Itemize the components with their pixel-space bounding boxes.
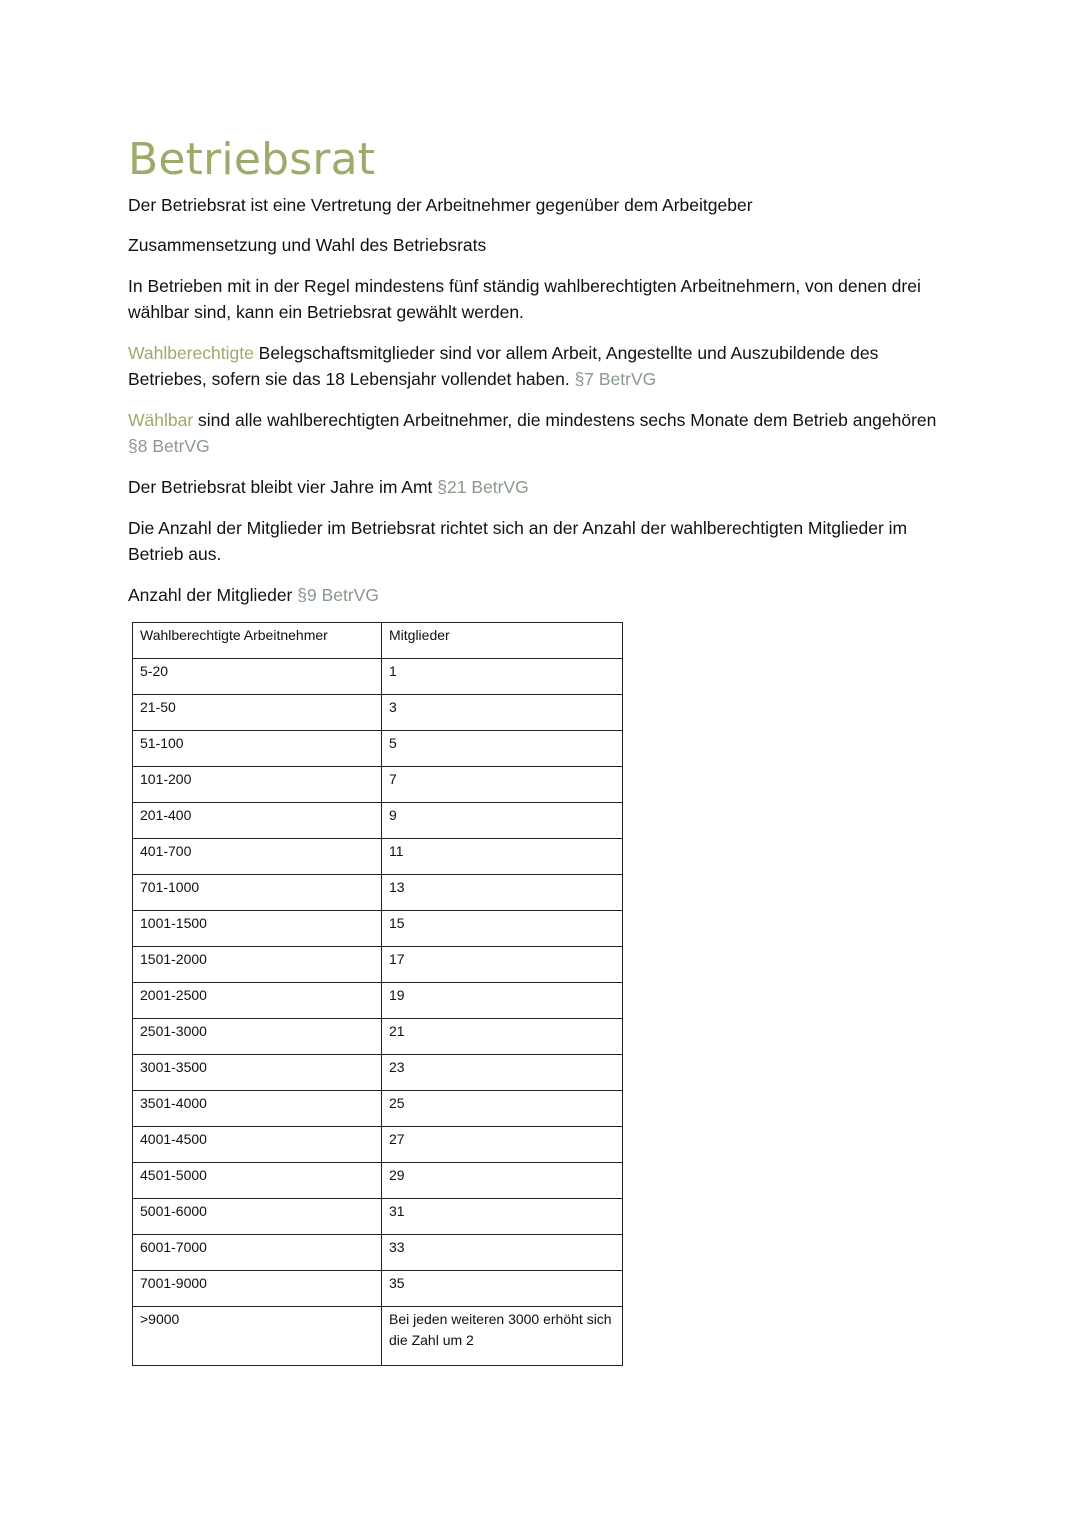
cell-arbeitnehmer: 3501-4000 (133, 1091, 382, 1127)
cell-mitglieder: 35 (382, 1271, 623, 1307)
reference-21-betrvg: §21 BetrVG (437, 477, 529, 497)
cell-mitglieder: 1 (382, 659, 623, 695)
table-row (133, 1019, 623, 1055)
cell-arbeitnehmer: 4001-4500 (133, 1127, 382, 1163)
table-row (133, 1271, 623, 1307)
cell-arbeitnehmer: 701-1000 (133, 875, 382, 911)
anzahl-paragraph: Die Anzahl der Mitglieder im Betriebsrat richtet sich an der Anzahl der wahlberechtigten Mitglieder im Betrieb aus. (128, 518, 908, 564)
term-wahlberechtigte: Wahlberechtigte (128, 343, 254, 363)
cell-mitglieder: 15 (382, 911, 623, 947)
cell-arbeitnehmer: 2501-3000 (133, 1019, 382, 1055)
reference-7-betrvg: §7 BetrVG (574, 369, 657, 389)
table-row (133, 875, 623, 911)
page-title: Betriebsrat (128, 134, 376, 185)
table-row (133, 947, 623, 983)
amt-paragraph (128, 474, 948, 500)
cell-mitglieder: 7 (382, 767, 623, 803)
header-mitglieder: Mitglieder (382, 623, 623, 659)
cell-arbeitnehmer: 401-700 (133, 839, 382, 875)
table-row (133, 659, 623, 695)
table-caption (128, 582, 948, 608)
cell-mitglieder: 27 (382, 1127, 623, 1163)
wahlberechtigt-paragraph (128, 340, 948, 392)
cell-mitglieder: 9 (382, 803, 623, 839)
table-row (133, 695, 623, 731)
header-wahlberechtigte: Wahlberechtigte Arbeitnehmer (133, 623, 382, 659)
cell-arbeitnehmer: 7001-9000 (133, 1271, 382, 1307)
cell-mitglieder: 13 (382, 875, 623, 911)
table-row (133, 1307, 623, 1366)
table-row (133, 1235, 623, 1271)
table-row (133, 911, 623, 947)
cell-mitglieder: 23 (382, 1055, 623, 1091)
cell-mitglieder: 33 (382, 1235, 623, 1271)
cell-arbeitnehmer: 5001-6000 (133, 1199, 382, 1235)
table-row (133, 767, 623, 803)
cell-mitglieder: 29 (382, 1163, 623, 1199)
table-row (133, 1199, 623, 1235)
table-row (133, 839, 623, 875)
section-subheading: Zusammensetzung und Wahl des Betriebsrats (128, 235, 487, 255)
waehlbar-paragraph (128, 407, 948, 459)
table-row (133, 731, 623, 767)
amt-text: Der Betriebsrat bleibt vier Jahre im Amt (128, 477, 438, 497)
cell-arbeitnehmer: 101-200 (133, 767, 382, 803)
cell-arbeitnehmer: 51-100 (133, 731, 382, 767)
table-row (133, 1091, 623, 1127)
betriebe-paragraph: In Betrieben mit in der Regel mindestens fünf ständig wahlberechtigten Arbeitnehmern, von denen drei wählbar sind, kann ein Betriebsrat gewählt werden. (128, 276, 921, 322)
wahlberechtigt-text: Belegschaftsmitglieder sind vor allem Arbeit, Angestellte und Auszubildende des Betriebes, sofern sie das 18 Lebensjahr vollendet haben. (128, 343, 879, 389)
cell-arbeitnehmer: 1001-1500 (133, 911, 382, 947)
table-caption-text: Anzahl der Mitglieder (128, 585, 298, 605)
cell-mitglieder: 21 (382, 1019, 623, 1055)
cell-arbeitnehmer: 6001-7000 (133, 1235, 382, 1271)
cell-mitglieder: 11 (382, 839, 623, 875)
cell-arbeitnehmer: 201-400 (133, 803, 382, 839)
cell-mitglieder: 31 (382, 1199, 623, 1235)
reference-8-betrvg: §8 BetrVG (128, 436, 210, 456)
cell-arbeitnehmer: 4501-5000 (133, 1163, 382, 1199)
term-waehlbar: Wählbar (128, 410, 194, 430)
table-row (133, 803, 623, 839)
reference-9-betrvg: §9 BetrVG (297, 585, 379, 605)
cell-arbeitnehmer: 1501-2000 (133, 947, 382, 983)
cell-mitglieder: 5 (382, 731, 623, 767)
cell-arbeitnehmer: 2001-2500 (133, 983, 382, 1019)
cell-mitglieder: 17 (382, 947, 623, 983)
cell-mitglieder: 19 (382, 983, 623, 1019)
members-table (132, 622, 623, 1366)
table-row (133, 1127, 623, 1163)
table-header-row (133, 623, 623, 659)
intro-paragraph: Der Betriebsrat ist eine Vertretung der Arbeitnehmer gegenüber dem Arbeitgeber (128, 195, 753, 215)
cell-mitglieder: 3 (382, 695, 623, 731)
table-row (133, 1163, 623, 1199)
table-row (133, 1055, 623, 1091)
cell-mitglieder: 25 (382, 1091, 623, 1127)
waehlbar-text: sind alle wahlberechtigten Arbeitnehmer, die mindestens sechs Monate dem Betrieb angehören (193, 410, 937, 430)
cell-arbeitnehmer: 3001-3500 (133, 1055, 382, 1091)
table-row (133, 983, 623, 1019)
cell-mitglieder: Bei jeden weiteren 3000 erhöht sich die Zahl um 2 (382, 1307, 623, 1366)
cell-arbeitnehmer: 5-20 (133, 659, 382, 695)
cell-arbeitnehmer: >9000 (133, 1307, 382, 1366)
document-body (128, 132, 948, 608)
cell-arbeitnehmer: 21-50 (133, 695, 382, 731)
